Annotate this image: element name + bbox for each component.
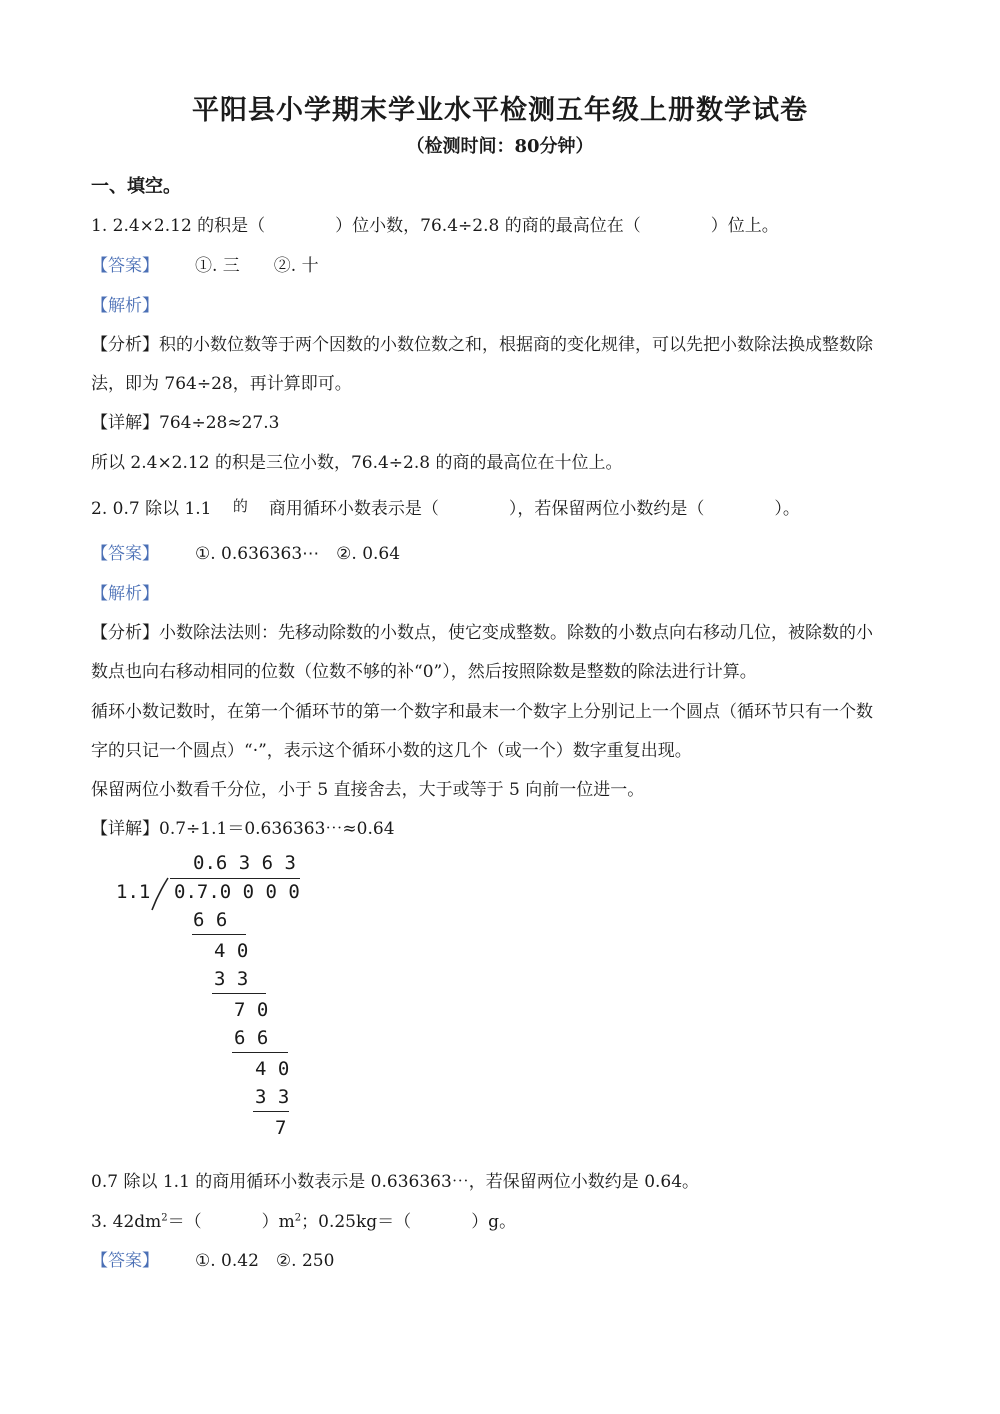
division-row: 4 0 [255,1058,290,1080]
section-heading: 一、填空。 [91,176,181,197]
q1-fenxi-line1: 【分析】积的小数位数等于两个因数的小数位数之和，根据商的变化规律，可以先把小数除法换成整数除 [91,335,873,355]
division-row: 6 6 [193,909,228,931]
page-subtitle: （检测时间：80分钟） [406,136,594,157]
division-bracket [148,876,172,912]
division-dividend: 0.7.0 0 0 0 [174,881,300,903]
q2-answer: 【答案】 ①. 0.636363⋯ ②. 0.64 [91,544,401,564]
division-row: 6 6 [234,1027,269,1049]
question-1: 1. 2.4×2.12 的积是（ ）位小数，76.4÷2.8 的商的最高位在（ ）位上。 [91,216,779,236]
answer-tag: 【答案】 [91,1251,159,1271]
q2-conclusion: 0.7 除以 1.1 的商用循环小数表示是 0.636363⋯，若保留两位小数约是 0.64。 [91,1172,700,1192]
q2-fenxi-line5: 保留两位小数看千分位，小于 5 直接舍去，大于或等于 5 向前一位进一。 [91,780,645,800]
superscript-de: 的 [232,497,248,515]
q2-analysis-tag: 【解析】 [91,584,159,604]
q1-analysis-tag: 【解析】 [91,296,159,316]
q2-detail: 【详解】0.7÷1.1＝0.636363⋯≈0.64 [91,819,395,839]
division-divisor: 1.1 [116,881,151,903]
division-row: 4 0 [214,940,249,962]
q2-fenxi-line4: 字的只记一个圆点）“·”，表示这个循环小数的这几个（或一个）数字重复出现。 [91,741,692,761]
division-row: 7 [275,1117,287,1139]
q3-answer: 【答案】 ①. 0.42 ②. 250 [91,1251,335,1271]
division-rule [253,1111,289,1112]
division-row: 7 0 [234,999,269,1021]
page-title: 平阳县小学期末学业水平检测五年级上册数学试卷 [192,95,808,126]
division-rule [212,993,266,994]
division-quotient: 0.6 3 6 3 [193,852,296,874]
q2-fenxi-line1: 【分析】小数除法法则：先移动除数的小数点，使它变成整数。除数的小数点向右移动几位，被除数的小 [91,623,873,643]
division-row: 3 3 [255,1086,290,1108]
question-2: 2. 0.7 除以 1.1 的 商用循环小数表示是（ ），若保留两位小数约是（ ）。 [91,497,800,519]
division-rule [192,934,246,935]
q1-detail: 【详解】764÷28≈27.3 [91,413,280,433]
division-rule [232,1052,288,1053]
q1-answer: 【答案】 ①. 三 ②. 十 [91,256,319,276]
q2-fenxi-line3: 循环小数记数时，在第一个循环节的第一个数字和最末一个数字上分别记上一个圆点（循环节只有一个数 [91,702,873,722]
answer-tag: 【答案】 [91,256,159,276]
q1-conclusion: 所以 2.4×2.12 的积是三位小数，76.4÷2.8 的商的最高位在十位上。 [91,453,623,473]
answer-tag: 【答案】 [91,544,159,564]
q1-fenxi-line2: 法，即为 764÷28，再计算即可。 [91,374,352,394]
question-3: 3. $42dm^2=$（ ）$m^2$；0.25kg＝（ ）g。 [91,1212,517,1232]
q2-fenxi-line2: 数点也向右移动相同的位数（位数不够的补“0”），然后按照除数是整数的除法进行计算。 [91,662,757,682]
division-bar [170,878,300,879]
division-row: 3 3 [214,968,249,990]
